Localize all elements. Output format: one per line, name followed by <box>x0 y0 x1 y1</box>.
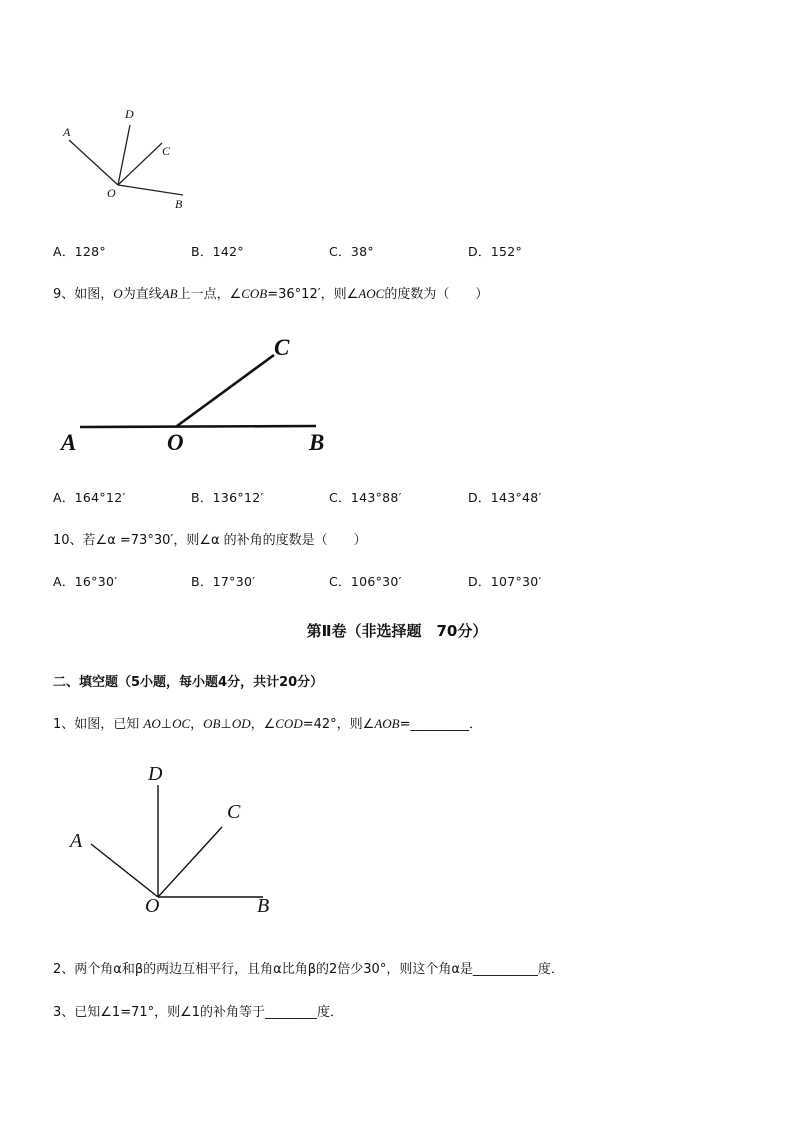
label-A: A <box>63 125 71 139</box>
section-2-title: 二、填空题（5小题，每小题4分，共计20分） <box>53 675 324 690</box>
q9-option-d: D．143°48′ <box>468 490 542 505</box>
ray-OA <box>69 140 118 185</box>
label-O: O <box>107 186 116 200</box>
q9-text-3: 上一点，∠ <box>177 287 242 302</box>
fill1-AO: AO <box>143 716 161 731</box>
q9-text-5: 的度数为（ ） <box>384 287 489 302</box>
fill1-label-O: O <box>145 895 160 917</box>
q9-option-a: A．164°12′ <box>53 490 126 505</box>
fill1-comma: ， <box>190 717 204 732</box>
fill1-label-A: A <box>70 830 83 852</box>
fill1-label-C: C <box>227 801 241 823</box>
ray-OB <box>118 185 183 195</box>
q9-label-A: A <box>61 430 77 455</box>
q9-angle-AOC: AOC <box>358 286 385 301</box>
label-D: D <box>125 107 134 121</box>
q10-option-d: D．107°30′ <box>468 574 542 589</box>
q9-point-O: O <box>113 286 123 301</box>
q10-option-a: A．16°30′ <box>53 574 118 589</box>
q10-option-b: B．17°30′ <box>191 574 256 589</box>
fill1-OC: OC <box>172 716 191 731</box>
q8-option-c: C．38° <box>329 244 374 259</box>
fill1-COD: COD <box>275 716 303 731</box>
question-9 <box>53 283 488 302</box>
q9-angle-COB: COB <box>241 286 268 301</box>
ray-OA <box>91 844 158 897</box>
fill-question-3: 3、已知∠1=71°，则∠1的补角等于________度． <box>53 1005 344 1020</box>
fill1-prefix: 1、如图，已知 <box>53 717 144 732</box>
fill-question-2: 2、两个角α和β的两边互相平行，且角α比角β的2倍少30°，则这个角α是__________度． <box>53 962 564 977</box>
fill1-label-D: D <box>148 763 163 785</box>
q9-label-B: B <box>309 430 325 455</box>
fill1-angle: ，∠ <box>250 717 276 732</box>
q9-option-c: C．143°88′ <box>329 490 402 505</box>
q8-option-b: B．142° <box>191 244 244 259</box>
q8-option-d: D．152° <box>468 244 523 259</box>
line-AB <box>80 426 316 427</box>
fill1-OB: OB <box>203 716 221 731</box>
q9-label-C: C <box>274 335 290 360</box>
q8-option-a: A．128° <box>53 244 106 259</box>
fill-question-1 <box>53 713 482 732</box>
figure-q9 <box>60 330 340 460</box>
ray-OC <box>177 355 274 426</box>
q10-option-c: C．106°30′ <box>329 574 402 589</box>
q9-text-2: 为直线 <box>122 287 162 302</box>
fill1-perp-2: ⊥ <box>220 717 232 732</box>
fill1-label-B: B <box>257 895 270 917</box>
q9-line-AB: AB <box>161 286 178 301</box>
question-10: 10、若∠α =73°30′，则∠α 的补角的度数是（ ） <box>53 533 367 548</box>
figure-fill-1 <box>80 780 280 910</box>
part-2-title: 第Ⅱ卷（非选择题 70分） <box>306 622 488 640</box>
fill1-blank: =_________． <box>399 717 482 732</box>
q9-label-O: O <box>167 430 184 455</box>
label-C: C <box>162 144 171 158</box>
fill1-AOB: AOB <box>374 716 400 731</box>
q9-text-4: =36°12′，则∠ <box>267 287 359 302</box>
fill1-value: =42°，则∠ <box>302 717 375 732</box>
q9-option-b: B．136°12′ <box>191 490 264 505</box>
q9-number: 9、 <box>53 287 75 302</box>
label-B: B <box>175 197 183 211</box>
q9-text-1: 如图， <box>74 287 114 302</box>
ray-OC <box>158 827 222 897</box>
fill1-OD: OD <box>231 716 251 731</box>
fill1-perp-1: ⊥ <box>160 717 173 732</box>
